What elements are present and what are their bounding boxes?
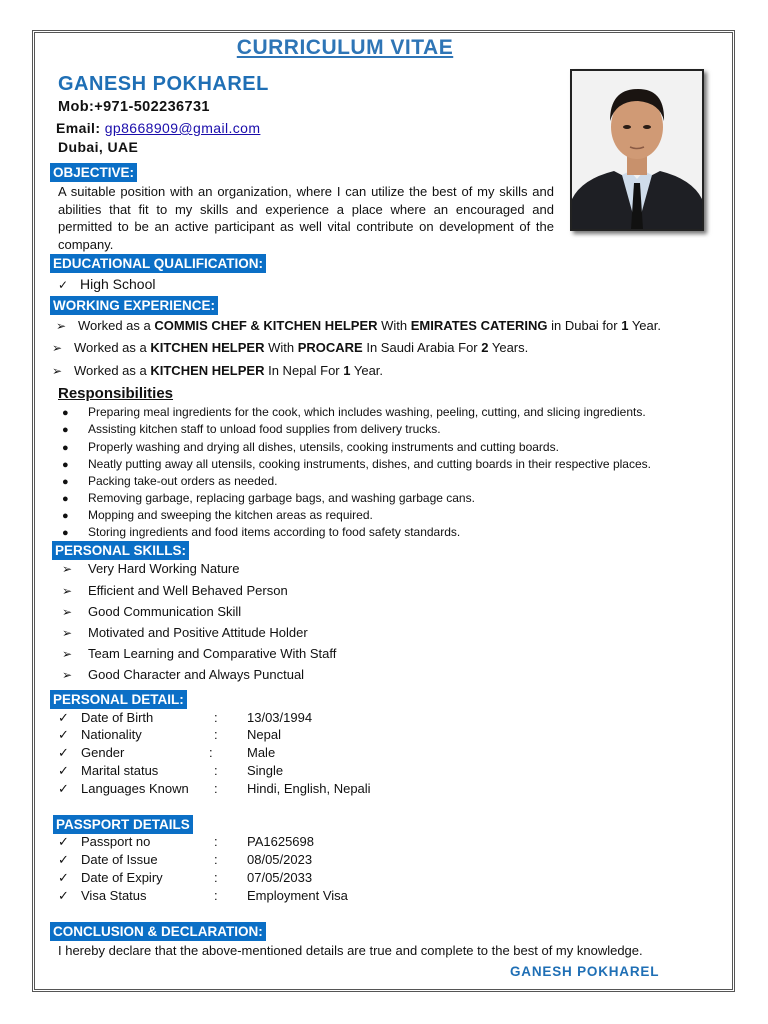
experience-item: ➢ Worked as a KITCHEN HELPER In Nepal For 1 Year. — [52, 363, 384, 378]
detail-colon: : — [209, 745, 213, 760]
location: Dubai, UAE — [58, 139, 139, 155]
detail-colon: : — [214, 781, 218, 796]
arrow-icon: ➢ — [52, 341, 63, 355]
detail-value: Nepal — [247, 727, 281, 742]
arrow-icon: ➢ — [52, 364, 63, 378]
email-label: Email: — [56, 120, 101, 136]
bullet-icon: ● — [62, 527, 69, 539]
declaration-text: I hereby declare that the above-mentioned details are true and complete to the best of my knowledge. — [58, 943, 643, 958]
detail-label: Date of Birth — [81, 710, 154, 725]
experience-item: ➢ Worked as a COMMIS CHEF & KITCHEN HELPER With EMIRATES CATERING in Dubai for 1 Year. — [56, 318, 661, 333]
bullet-icon: ● — [62, 459, 69, 471]
skill-item: ➢ Motivated and Positive Attitude Holder — [62, 625, 308, 640]
check-icon: ✓ — [58, 888, 69, 903]
email-line — [56, 120, 260, 136]
responsibility-item: ● Assisting kitchen staff to unload food supplies from delivery trucks. — [62, 422, 441, 436]
skill-item: ➢ Efficient and Well Behaved Person — [62, 583, 288, 598]
passport-colon: : — [214, 852, 218, 867]
detail-label: Gender — [81, 745, 125, 760]
passport-colon: : — [214, 888, 218, 903]
check-icon: ✓ — [58, 781, 69, 796]
education-item: ✓ High School — [58, 276, 156, 292]
detail-colon: : — [214, 763, 218, 778]
passport-label: Passport no — [81, 834, 151, 849]
bullet-icon: ● — [62, 476, 69, 488]
arrow-icon: ➢ — [62, 605, 73, 619]
passport-value: 07/05/2033 — [247, 870, 313, 885]
detail-label: Marital status — [81, 763, 159, 778]
bullet-icon: ● — [62, 493, 69, 505]
passport-value: PA1625698 — [247, 834, 314, 849]
email-link[interactable]: gp8668909@gmail.com — [104, 120, 261, 136]
skill-item: ➢ Team Learning and Comparative With Staff — [62, 646, 337, 661]
check-icon: ✓ — [58, 834, 69, 849]
passport-label: Date of Issue — [81, 852, 158, 867]
arrow-icon: ➢ — [56, 319, 67, 333]
experience-heading: WORKING EXPERIENCE: — [50, 296, 218, 315]
bullet-icon: ● — [62, 407, 69, 419]
passport-colon: : — [214, 870, 218, 885]
responsibility-item: ● Storing ingredients and food items according to food safety standards. — [62, 525, 461, 539]
experience-item: ➢ Worked as a KITCHEN HELPER With PROCARE In Saudi Arabia For 2 Years. — [52, 340, 529, 355]
responsibility-item: ● Mopping and sweeping the kitchen areas as required. — [62, 508, 373, 522]
passport-label: Date of Expiry — [81, 870, 163, 885]
passport-label: Visa Status — [81, 888, 147, 903]
candidate-name: GANESH POKHAREL — [58, 73, 269, 95]
objective-heading: OBJECTIVE: — [50, 163, 137, 182]
skills-heading: PERSONAL SKILLS: — [52, 541, 189, 560]
arrow-icon: ➢ — [62, 584, 73, 598]
personal-detail-heading: PERSONAL DETAIL: — [50, 690, 187, 709]
responsibility-item: ● Preparing meal ingredients for the cook, which includes washing, peeling, cutting, and slicing ingredients. — [62, 405, 646, 419]
passport-value: Employment Visa — [247, 888, 348, 903]
arrow-icon: ➢ — [62, 668, 73, 682]
mobile-number: Mob:+971-502236731 — [58, 99, 210, 115]
arrow-icon: ➢ — [62, 647, 73, 661]
check-icon: ✓ — [58, 870, 69, 885]
responsibility-item: ● Neatly putting away all utensils, cooking instruments, dishes, and cutting boards in their respective places. — [62, 457, 651, 471]
detail-value: Hindi, English, Nepali — [247, 781, 371, 796]
conclusion-heading: CONCLUSION & DECLARATION: — [50, 922, 266, 941]
passport-value: 08/05/2023 — [247, 852, 313, 867]
detail-colon: : — [214, 710, 218, 725]
objective-text: A suitable position with an organization, where I can utilize the best of my skills and abilities that fit to my skills and experience a place where an encouraged and permitted to be an active participant as well vital contribute on development of the company. — [58, 184, 554, 252]
responsibility-item: ● Removing garbage, replacing garbage bags, and washing garbage cans. — [62, 491, 475, 505]
bullet-icon: ● — [62, 510, 69, 522]
detail-label: Nationality — [81, 727, 142, 742]
responsibility-item: ● Properly washing and drying all dishes, utensils, cooking instruments and cutting boards. — [62, 440, 559, 454]
bullet-icon: ● — [62, 424, 69, 436]
detail-label: Languages Known — [81, 781, 189, 796]
detail-value: 13/03/1994 — [247, 710, 313, 725]
profile-photo — [570, 69, 704, 231]
document-title: CURRICULUM VITAE — [236, 36, 454, 59]
check-icon: ✓ — [58, 852, 69, 867]
detail-value: Male — [247, 745, 276, 760]
skill-item: ➢ Good Communication Skill — [62, 604, 242, 619]
arrow-icon: ➢ — [62, 626, 73, 640]
skill-item: ➢ Very Hard Working Nature — [62, 561, 240, 576]
check-icon: ✓ — [58, 710, 69, 725]
detail-value: Single — [247, 763, 284, 778]
responsibilities-heading: Responsibilities — [58, 385, 174, 402]
check-icon: ✓ — [58, 278, 69, 292]
signature-name: GANESH POKHAREL — [510, 964, 660, 979]
passport-colon: : — [214, 834, 218, 849]
bullet-icon: ● — [62, 442, 69, 454]
arrow-icon: ➢ — [62, 562, 73, 576]
passport-heading: PASSPORT DETAILS — [53, 815, 193, 834]
detail-colon: : — [214, 727, 218, 742]
check-icon: ✓ — [58, 763, 69, 778]
skill-item: ➢ Good Character and Always Punctual — [62, 667, 305, 682]
check-icon: ✓ — [58, 727, 69, 742]
responsibility-item: ● Packing take-out orders as needed. — [62, 474, 278, 488]
check-icon: ✓ — [58, 745, 69, 760]
education-heading: EDUCATIONAL QUALIFICATION: — [50, 254, 266, 273]
